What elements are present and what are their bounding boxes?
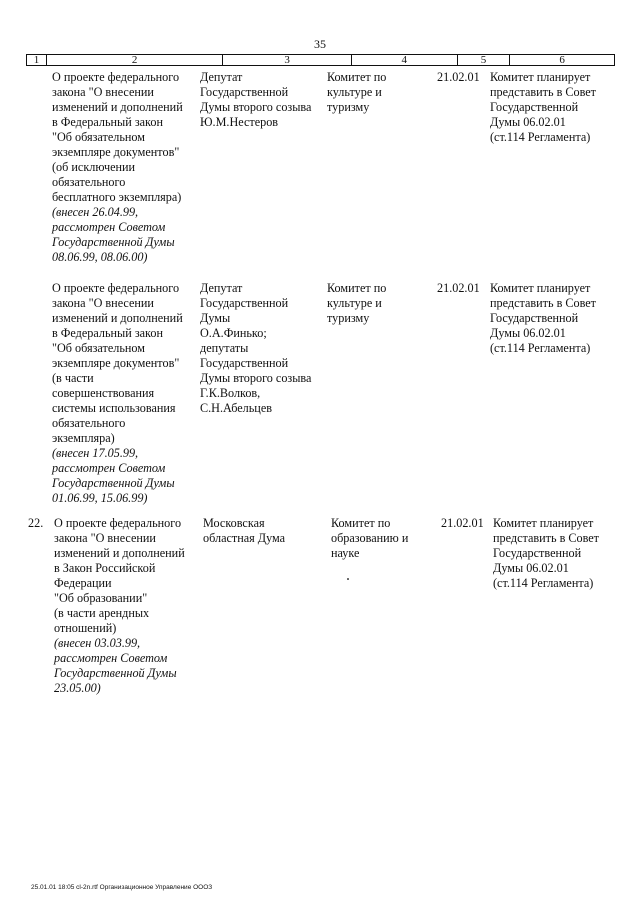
column-header-2: 2 (47, 55, 223, 65)
author-line: областная Дума (203, 531, 286, 545)
bill-title-line: обязательного (52, 175, 126, 189)
bill-title-line: Федерации (54, 576, 112, 590)
author-line: Думы второго созыва (200, 371, 312, 385)
bill-title-line: обязательного (52, 416, 126, 430)
author-cell (200, 281, 328, 416)
status-line: Государственной (490, 311, 579, 325)
bill-note-line: рассмотрен Советом (52, 220, 166, 234)
column-header-6: 6 (559, 54, 565, 66)
bill-title-line: изменений и дополнений (54, 546, 185, 560)
bill-title-line: О проекте федерального (52, 70, 180, 84)
author-line: Депутат (200, 281, 243, 295)
status-line: (ст.114 Регламента) (490, 130, 591, 144)
bill-note-line: Государственной Думы (52, 476, 175, 490)
status-line: представить в Совет (493, 531, 600, 545)
bill-note-line: 01.06.99, 15.06.99) (52, 491, 148, 505)
bill-title-line: (в части арендных (54, 606, 150, 620)
bill-title-line: "Об обязательном (52, 130, 146, 144)
committee-line: Комитет по (327, 281, 387, 295)
bill-title-line: в Федеральный закон (52, 115, 163, 129)
bill-title-line: бесплатного экземпляра) (52, 190, 182, 204)
author-line: С.Н.Абельцев (200, 401, 272, 415)
bill-title-cell (52, 70, 198, 265)
bill-note-line: (внесен 17.05.99, (52, 446, 139, 460)
committee-line: культуре и (327, 85, 382, 99)
status-line: Комитет планирует (490, 70, 591, 84)
date-cell: 21.02.01 (437, 281, 480, 295)
committee-line: Комитет по (331, 516, 391, 530)
bill-title-line: "Об обязательном (52, 341, 146, 355)
status-line: Думы 06.02.01 (490, 115, 566, 129)
bill-title-line: закона "О внесении (52, 296, 154, 310)
bill-title-line: системы использования (52, 401, 176, 415)
bill-title-line: (в части (52, 371, 94, 385)
bill-title-line: (об исключении (52, 160, 136, 174)
committee-line: науке (331, 546, 360, 560)
row-number: 22. (28, 516, 44, 530)
author-line: депутаты (200, 341, 249, 355)
status-line: представить в Совет (490, 85, 597, 99)
bill-title-line: изменений и дополнений (52, 100, 183, 114)
status-line: Комитет планирует (493, 516, 594, 530)
bill-title-line: О проекте федерального (54, 516, 182, 530)
bill-note-line: Государственной Думы (52, 235, 175, 249)
author-line: Думы (200, 311, 231, 325)
author-line: Государственной (200, 356, 289, 370)
status-line: представить в Совет (490, 296, 597, 310)
author-line: О.А.Финько; (200, 326, 267, 340)
bill-note-line: (внесен 03.03.99, (54, 636, 141, 650)
status-cell (490, 281, 616, 356)
bill-title-line: изменений и дополнений (52, 311, 183, 325)
bill-title-cell (54, 516, 200, 696)
column-header-4: 4 (352, 55, 458, 65)
date-cell: 21.02.01 (441, 516, 484, 530)
bill-note-line: рассмотрен Советом (52, 461, 166, 475)
bill-title-line: О проекте федерального (52, 281, 180, 295)
page-number: 35 (314, 37, 326, 51)
bill-note-line: 08.06.99, 08.06.00) (52, 250, 148, 264)
bill-title-cell (52, 281, 198, 506)
status-line: Государственной (490, 100, 579, 114)
bill-title-line: закона "О внесении (54, 531, 156, 545)
bill-title-line: в Закон Российской (54, 561, 156, 575)
bill-note-line: 23.05.00) (54, 681, 101, 695)
committee-line: культуре и (327, 296, 382, 310)
status-line: Думы 06.02.01 (490, 326, 566, 340)
author-line: Депутат (200, 70, 243, 84)
status-line: (ст.114 Регламента) (490, 341, 591, 355)
committee-cell (327, 281, 427, 326)
bill-title-line: совершенствования (52, 386, 155, 400)
author-line: Государственной (200, 85, 289, 99)
bill-title-line: закона "О внесении (52, 85, 154, 99)
bill-note-line: (внесен 26.04.99, (52, 205, 139, 219)
table-header-row (26, 54, 615, 66)
author-line: Ю.М.Нестеров (200, 115, 279, 129)
committee-cell (327, 70, 427, 115)
bill-title-line: "Об образовании" (54, 591, 148, 605)
column-header-3: 3 (223, 55, 352, 65)
status-line: Думы 06.02.01 (493, 561, 569, 575)
bill-title-line: экземпляре документов" (52, 356, 180, 370)
status-cell (490, 70, 616, 145)
column-header-1: 1 (27, 55, 47, 65)
page-footer: 25.01.01 18:05 cl-2n.rtf Организационное Управление ОООЗ (31, 884, 213, 891)
status-line: Комитет планирует (490, 281, 591, 295)
author-line: Г.К.Волков, (200, 386, 261, 400)
committee-cell (331, 516, 431, 561)
bill-title-line: экземпляра) (52, 431, 115, 445)
committee-line: Комитет по (327, 70, 387, 84)
bill-note-line: рассмотрен Советом (54, 651, 168, 665)
author-line: Московская (203, 516, 265, 530)
status-line: (ст.114 Регламента) (493, 576, 594, 590)
committee-line: туризму (327, 311, 370, 325)
author-line: Думы второго созыва (200, 100, 312, 114)
bill-title-line: отношений) (54, 621, 117, 635)
author-cell (200, 70, 328, 130)
author-cell (203, 516, 331, 546)
bill-title-line: в Федеральный закон (52, 326, 163, 340)
bill-title-line: экземпляре документов" (52, 145, 180, 159)
status-cell (493, 516, 619, 591)
bill-note-line: Государственной Думы (54, 666, 177, 680)
scan-speck (347, 578, 349, 580)
committee-line: туризму (327, 100, 370, 114)
committee-line: образованию и (331, 531, 409, 545)
date-cell: 21.02.01 (437, 70, 480, 84)
column-header-5: 5 (458, 55, 511, 65)
status-line: Государственной (493, 546, 582, 560)
author-line: Государственной (200, 296, 289, 310)
